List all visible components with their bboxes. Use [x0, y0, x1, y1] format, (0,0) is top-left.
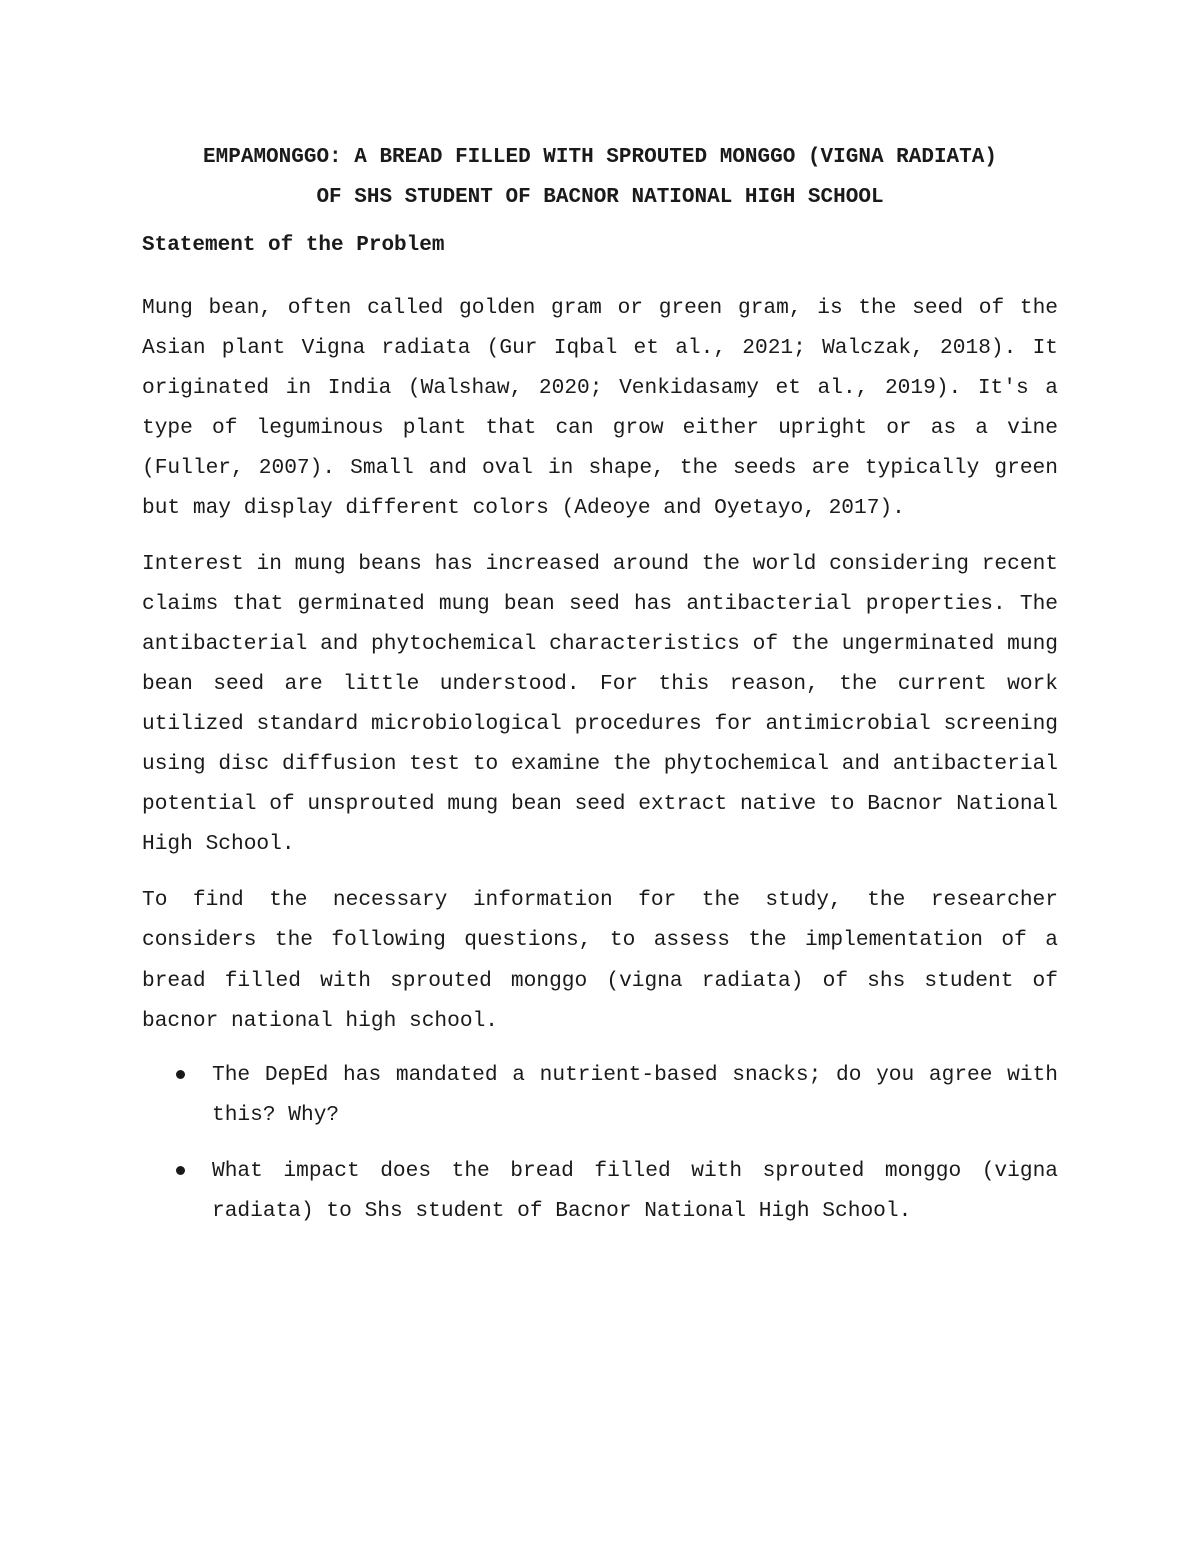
paragraph-questions-intro: To find the necessary information for the study, the researcher considers the following questions, to assess the implementation of a bread filled with sprouted monggo (vigna radiata) of shs student of bacnor national high school. — [142, 888, 1058, 1033]
bullet-icon — [176, 1070, 185, 1079]
question-text: What impact does the bread filled with sprouted monggo (vigna radiata) to Shs student of Bacnor National High School. — [212, 1158, 1058, 1223]
list-item — [142, 1055, 1058, 1135]
document-body — [142, 138, 1058, 1247]
bullet-icon — [176, 1166, 185, 1175]
list-item — [142, 1151, 1058, 1231]
question-text: The DepEd has mandated a nutrient-based snacks; do you agree with this? Why? — [212, 1062, 1058, 1127]
questions-list — [142, 1055, 1058, 1231]
document-title — [142, 138, 1058, 218]
paragraph-intro: Mung bean, often called golden gram or green gram, is the seed of the Asian plant Vigna radiata (Gur Iqbal et al., 2021; Walczak, 2018). It originated in India (Walshaw, 2020; Venkidasamy et al., 2019). It's a type of leguminous plant that can grow either upright or as a vine (Fuller, 2007). Small and oval in shape, the seeds are typically green but may display different colors (Adeoye and Oyetayo, 2017). — [142, 296, 1058, 521]
title-line-2: OF SHS STUDENT OF BACNOR NATIONAL HIGH SCHOOL — [316, 186, 884, 209]
title-line-1: EMPAMONGGO: A BREAD FILLED WITH SPROUTED MONGGO (VIGNA RADIATA) — [203, 146, 997, 169]
section-heading: Statement of the Problem — [142, 234, 445, 257]
paragraph-interest: Interest in mung beans has increased around the world considering recent claims that germinated mung bean seed has antibacterial properties. The antibacterial and phytochemical characteristics of the ungerminated mung bean seed are little understood. For this reason, the current work utilized standard microbiological procedures for antimicrobial screening using disc diffusion test to examine the phytochemical and antibacterial potential of unsprouted mung bean seed extract native to Bacnor National High School. — [142, 551, 1058, 857]
